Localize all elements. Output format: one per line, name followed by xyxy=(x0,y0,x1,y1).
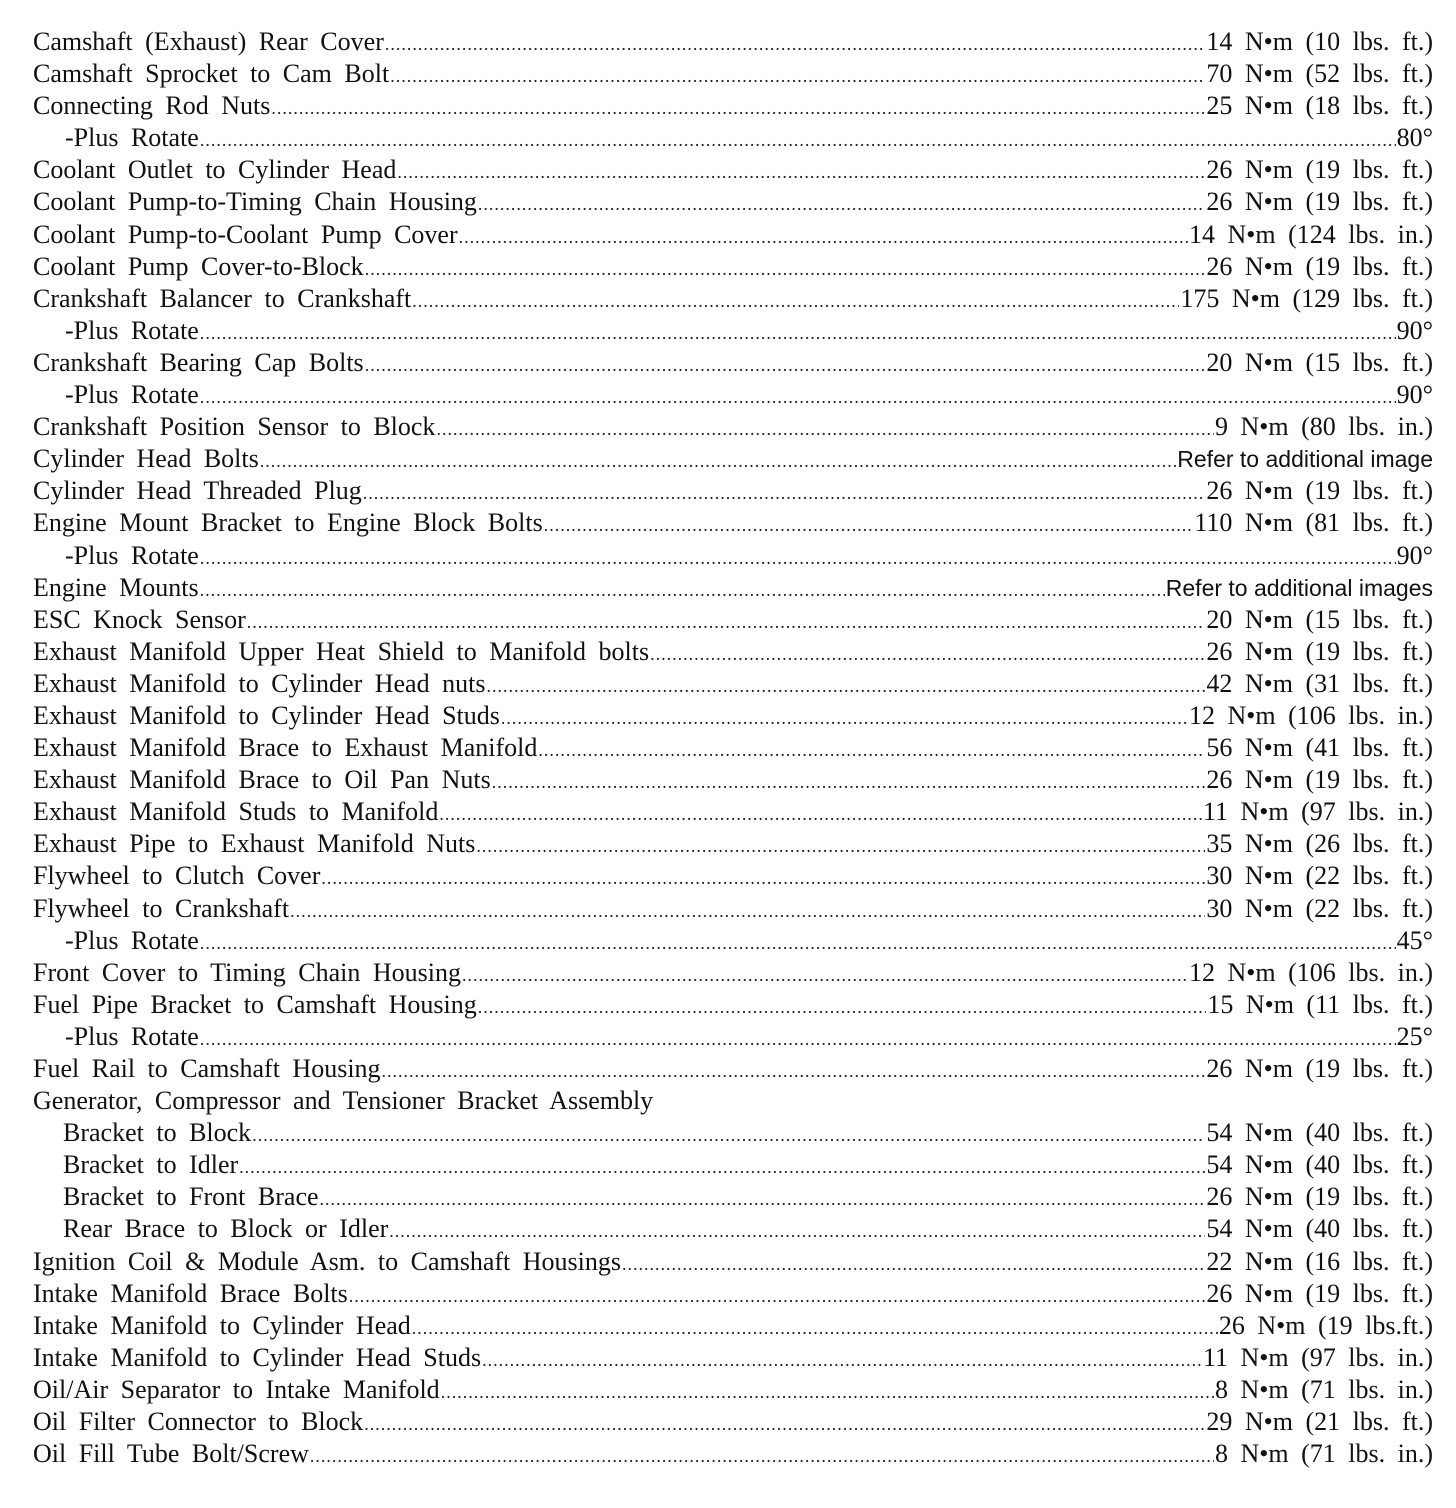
spec-label: Coolant Outlet to Cylinder Head xyxy=(33,155,397,185)
spec-label: Crankshaft Bearing Cap Bolts xyxy=(33,347,364,377)
spec-row xyxy=(33,347,1433,379)
spec-label: Exhaust Manifold Brace to Exhaust Manifold xyxy=(33,733,538,763)
dot-leader xyxy=(349,1280,1206,1312)
spec-value: 8 N•m (71 lbs. in.) xyxy=(1215,1374,1433,1404)
spec-row xyxy=(33,219,1433,251)
spec-label: Cylinder Head Bolts xyxy=(33,444,259,474)
spec-row xyxy=(33,90,1433,122)
dot-leader xyxy=(200,574,1165,606)
spec-label: Oil Filter Connector to Block xyxy=(33,1407,364,1437)
spec-label: -Plus Rotate xyxy=(65,315,199,345)
spec-row xyxy=(33,1278,1433,1310)
spec-value: Refer to additional image xyxy=(1177,446,1433,473)
spec-value: 175 N•m (129 lbs. ft.) xyxy=(1180,283,1433,313)
spec-label: Fuel Rail to Camshaft Housing xyxy=(33,1054,381,1083)
spec-row xyxy=(33,507,1433,539)
spec-row xyxy=(33,668,1433,700)
spec-row xyxy=(33,1053,1433,1085)
spec-label: Exhaust Manifold to Cylinder Head nuts xyxy=(33,668,486,698)
spec-value: 9 N•m (80 lbs. in.) xyxy=(1215,412,1433,442)
dot-leader xyxy=(247,606,1206,638)
dot-leader xyxy=(459,221,1188,253)
spec-row xyxy=(33,636,1433,668)
dot-leader xyxy=(385,28,1205,60)
dot-leader xyxy=(436,413,1214,445)
dot-leader xyxy=(650,638,1205,670)
spec-value: 14 N•m (124 lbs. in.) xyxy=(1189,219,1433,249)
spec-value: 30 N•m (22 lbs. ft.) xyxy=(1206,893,1433,923)
dot-leader xyxy=(363,477,1206,509)
spec-row xyxy=(33,315,1433,347)
spec-value: 80° xyxy=(1396,123,1433,153)
spec-label: Exhaust Manifold Studs to Manifold xyxy=(33,797,439,827)
spec-row xyxy=(33,1406,1433,1438)
spec-row xyxy=(33,154,1433,186)
spec-row xyxy=(33,283,1433,315)
dot-leader xyxy=(389,1215,1205,1247)
spec-value: 26 N•m (19 lbs. ft.) xyxy=(1206,155,1433,185)
dot-leader xyxy=(478,991,1207,1023)
dot-leader xyxy=(492,766,1206,798)
spec-row xyxy=(33,732,1433,764)
spec-row xyxy=(33,764,1433,796)
spec-row xyxy=(33,122,1433,154)
spec-label: -Plus Rotate xyxy=(65,123,199,153)
spec-value: 25° xyxy=(1396,1021,1433,1051)
spec-row xyxy=(33,989,1433,1021)
dot-leader xyxy=(239,1151,1205,1183)
dot-leader xyxy=(320,1183,1206,1215)
dot-leader xyxy=(622,1248,1205,1280)
spec-value: 26 N•m (19 lbs. ft.) xyxy=(1206,1182,1433,1212)
dot-leader xyxy=(252,1119,1205,1151)
dot-leader xyxy=(482,1344,1202,1376)
spec-label: Coolant Pump-to-Timing Chain Housing xyxy=(33,187,477,217)
spec-row xyxy=(33,540,1433,572)
dot-leader xyxy=(462,959,1188,991)
dot-leader xyxy=(439,798,1202,830)
spec-row xyxy=(33,1213,1433,1245)
dot-leader xyxy=(200,542,1396,574)
spec-row xyxy=(33,1085,1433,1117)
spec-label: Crankshaft Balancer to Crankshaft xyxy=(33,283,412,313)
dot-leader xyxy=(390,60,1205,92)
dot-leader xyxy=(486,670,1205,702)
spec-value: 56 N•m (41 lbs. ft.) xyxy=(1206,733,1433,763)
spec-row xyxy=(33,1342,1433,1374)
spec-value: Refer to additional images xyxy=(1165,574,1433,601)
dot-leader xyxy=(382,1055,1206,1087)
spec-value: 42 N•m (31 lbs. ft.) xyxy=(1206,668,1433,698)
spec-value: 8 N•m (71 lbs. in.) xyxy=(1215,1439,1433,1469)
spec-value: 70 N•m (52 lbs. ft.) xyxy=(1206,59,1433,89)
dot-leader xyxy=(365,253,1206,285)
spec-value: 30 N•m (22 lbs. ft.) xyxy=(1206,861,1433,891)
dot-leader xyxy=(501,702,1188,734)
spec-label: Intake Manifold Brace Bolts xyxy=(33,1278,348,1308)
spec-row xyxy=(33,925,1433,957)
spec-row xyxy=(33,1149,1433,1181)
spec-value: 20 N•m (15 lbs. ft.) xyxy=(1206,604,1433,634)
spec-value: 15 N•m (11 lbs. ft.) xyxy=(1207,989,1433,1019)
spec-value: 26 N•m (19 lbs. ft.) xyxy=(1206,1278,1433,1308)
spec-row xyxy=(33,26,1433,58)
spec-label: Coolant Pump-to-Coolant Pump Cover xyxy=(33,219,458,249)
spec-value: 35 N•m (26 lbs. ft.) xyxy=(1206,829,1433,859)
spec-value: 90° xyxy=(1396,380,1433,410)
spec-label: Exhaust Manifold to Cylinder Head Studs xyxy=(33,700,500,730)
dot-leader xyxy=(260,445,1177,477)
spec-label: Bracket to Front Brace xyxy=(63,1182,319,1212)
dot-leader xyxy=(441,1376,1214,1408)
spec-label: Bracket to Block xyxy=(63,1118,252,1148)
spec-row xyxy=(33,1181,1433,1213)
dot-leader xyxy=(310,1440,1214,1472)
spec-row xyxy=(33,796,1433,828)
spec-value: 14 N•m (10 lbs. ft.) xyxy=(1206,27,1433,56)
spec-label: Flywheel to Crankshaft xyxy=(33,893,290,923)
spec-label: Generator, Compressor and Tensioner Bracket Assembly xyxy=(33,1086,654,1116)
spec-label: Engine Mount Bracket to Engine Block Bolts xyxy=(33,508,543,538)
spec-value: 90° xyxy=(1396,540,1433,570)
spec-label: Exhaust Manifold Upper Heat Shield to Manifold bolts xyxy=(33,636,650,666)
spec-label: Engine Mounts xyxy=(33,572,199,602)
spec-value: 26 N•m (19 lbs. ft.) xyxy=(1206,251,1433,281)
dot-leader xyxy=(321,862,1205,894)
spec-row xyxy=(33,572,1433,604)
spec-value: 26 N•m (19 lbs. ft.) xyxy=(1206,1054,1433,1083)
dot-leader xyxy=(271,92,1205,124)
dot-leader xyxy=(538,734,1205,766)
spec-label: Camshaft Sprocket to Cam Bolt xyxy=(33,59,390,89)
spec-row xyxy=(33,251,1433,283)
spec-value: 26 N•m (19 lbs. ft.) xyxy=(1206,476,1433,506)
spec-value: 11 N•m (97 lbs. in.) xyxy=(1202,1342,1433,1372)
dot-leader xyxy=(412,1312,1218,1344)
spec-row xyxy=(33,1374,1433,1406)
spec-label: Intake Manifold to Cylinder Head Studs xyxy=(33,1342,482,1372)
spec-label: Exhaust Pipe to Exhaust Manifold Nuts xyxy=(33,829,476,859)
spec-value: 12 N•m (106 lbs. in.) xyxy=(1189,700,1433,730)
spec-row xyxy=(33,475,1433,507)
spec-value: 29 N•m (21 lbs. ft.) xyxy=(1206,1407,1433,1437)
spec-value: 110 N•m (81 lbs. ft.) xyxy=(1194,508,1433,538)
spec-row xyxy=(33,828,1433,860)
spec-label: Coolant Pump Cover-to-Block xyxy=(33,251,364,281)
spec-value: 45° xyxy=(1396,925,1433,955)
spec-row xyxy=(33,604,1433,636)
dot-leader xyxy=(200,1023,1396,1055)
dot-leader xyxy=(397,156,1205,188)
spec-value: 12 N•m (106 lbs. in.) xyxy=(1189,957,1433,987)
spec-row xyxy=(33,893,1433,925)
spec-value: 22 N•m (16 lbs. ft.) xyxy=(1206,1246,1433,1276)
spec-value: 26 N•m (19 lbs. ft.) xyxy=(1206,187,1433,217)
spec-label: Flywheel to Clutch Cover xyxy=(33,861,321,891)
spec-label: Front Cover to Timing Chain Housing xyxy=(33,957,461,987)
spec-value: 90° xyxy=(1396,315,1433,345)
dot-leader xyxy=(200,927,1396,959)
spec-row xyxy=(33,1310,1433,1342)
dot-leader xyxy=(412,285,1179,317)
spec-value: 26 N•m (19 lbs. ft.) xyxy=(1206,765,1433,795)
spec-row xyxy=(33,1438,1433,1470)
spec-label: Intake Manifold to Cylinder Head xyxy=(33,1310,411,1340)
spec-row xyxy=(33,700,1433,732)
spec-value: 54 N•m (40 lbs. ft.) xyxy=(1206,1150,1433,1180)
spec-row xyxy=(33,860,1433,892)
dot-leader xyxy=(364,1408,1205,1440)
spec-row xyxy=(33,58,1433,90)
spec-label: Oil Fill Tube Bolt/Screw xyxy=(33,1439,309,1469)
dot-leader xyxy=(200,381,1396,413)
dot-leader xyxy=(200,317,1396,349)
spec-label: Exhaust Manifold Brace to Oil Pan Nuts xyxy=(33,765,491,795)
spec-label: Oil/Air Separator to Intake Manifold xyxy=(33,1374,440,1404)
spec-row xyxy=(33,411,1433,443)
spec-label: -Plus Rotate xyxy=(65,380,199,410)
spec-label: -Plus Rotate xyxy=(65,925,199,955)
spec-value: 11 N•m (97 lbs. in.) xyxy=(1202,797,1433,827)
spec-label: -Plus Rotate xyxy=(65,1021,199,1051)
spec-value: 54 N•m (40 lbs. ft.) xyxy=(1206,1214,1433,1244)
spec-label: ESC Knock Sensor xyxy=(33,604,246,634)
dot-leader xyxy=(365,349,1206,381)
spec-row xyxy=(33,443,1433,475)
spec-row xyxy=(33,186,1433,218)
spec-label: Bracket to Idler xyxy=(63,1150,239,1180)
spec-value: 54 N•m (40 lbs. ft.) xyxy=(1206,1118,1433,1148)
spec-row xyxy=(33,1246,1433,1278)
spec-label: -Plus Rotate xyxy=(65,540,199,570)
spec-label: Crankshaft Position Sensor to Block xyxy=(33,412,436,442)
spec-label: Rear Brace to Block or Idler xyxy=(63,1214,389,1244)
torque-spec-list xyxy=(33,26,1433,1470)
spec-value: 25 N•m (18 lbs. ft.) xyxy=(1206,91,1433,121)
spec-label: Connecting Rod Nuts xyxy=(33,91,271,121)
dot-leader xyxy=(290,895,1205,927)
spec-label: Fuel Pipe Bracket to Camshaft Housing xyxy=(33,989,477,1019)
dot-leader xyxy=(544,509,1194,541)
dot-leader xyxy=(200,124,1396,156)
spec-row xyxy=(33,957,1433,989)
spec-value: 20 N•m (15 lbs. ft.) xyxy=(1206,347,1433,377)
dot-leader xyxy=(478,188,1205,220)
spec-value: 26 N•m (19 lbs.ft.) xyxy=(1218,1310,1433,1340)
spec-row xyxy=(33,1117,1433,1149)
spec-value: 26 N•m (19 lbs. ft.) xyxy=(1206,636,1433,666)
spec-row xyxy=(33,379,1433,411)
spec-label: Ignition Coil & Module Asm. to Camshaft Housings xyxy=(33,1246,622,1276)
spec-label: Cylinder Head Threaded Plug xyxy=(33,476,362,506)
spec-label: Camshaft (Exhaust) Rear Cover xyxy=(33,27,384,56)
dot-leader xyxy=(476,830,1205,862)
spec-row xyxy=(33,1021,1433,1053)
